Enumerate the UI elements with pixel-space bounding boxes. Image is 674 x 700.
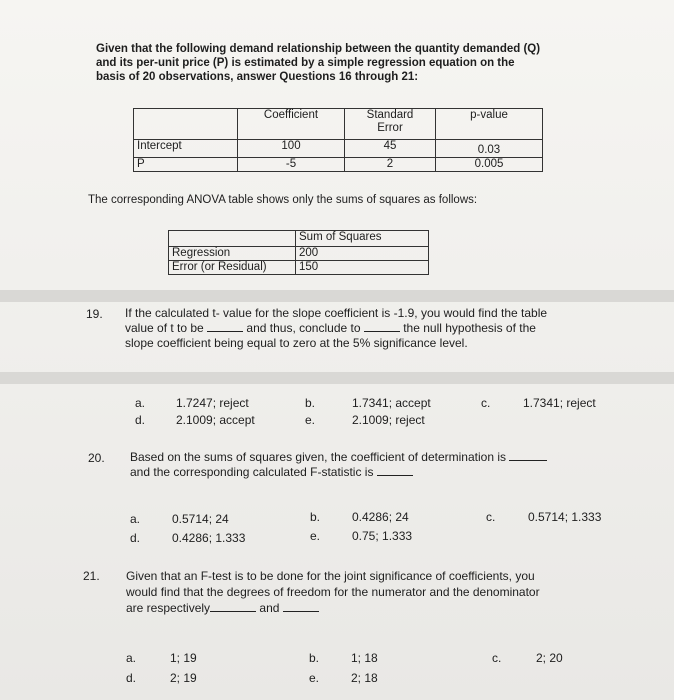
table-cell-label: Regression [169,247,296,261]
question-number: 21. [83,569,100,583]
question-line [125,321,635,336]
anova-caption: The corresponding ANOVA table shows only the sums of squares as follows: [88,194,478,206]
answer-blank [210,601,256,612]
question-text-segment: and the corresponding calculated F-statistic is [130,465,374,479]
table-cell [134,109,238,140]
question-21-text [126,568,656,616]
page-divider [0,372,674,384]
intro-line: basis of 20 observations, answer Questions 16 through 21: [96,71,419,83]
table-header-coefficient: Coefficient [238,109,345,140]
table-cell-coefficient: 100 [238,140,345,158]
option-text: 0.5714; 1.333 [528,510,602,524]
table-header-row [169,231,429,247]
option-letter: b. [309,651,320,665]
option-letter: c. [486,510,496,524]
question-text-segment: value of t to be [125,321,204,335]
intro-line: and its per-unit price (P) is estimated by a simple regression equation on the [96,57,515,69]
intro-paragraph [96,42,636,84]
page-divider [0,290,674,302]
table-header-sum-of-squares: Sum of Squares [296,231,429,247]
option-text: 0.4286; 1.333 [172,531,246,545]
option-letter: b. [305,396,316,410]
option-letter: d. [135,413,146,427]
question-20-text [130,450,640,480]
option-letter: c. [481,396,491,410]
question-line [130,465,640,480]
option-letter: d. [126,671,137,685]
table-cell-value: 200 [296,247,429,261]
table-cell-coefficient: -5 [238,158,345,172]
question-text-segment: the null hypothesis of the [403,321,536,335]
option-letter: e. [305,413,316,427]
option-letter: d. [130,531,141,545]
answer-blank [509,450,547,461]
option-text: 1.7341; reject [523,396,596,410]
anova-table [168,230,429,275]
option-text: 2; 20 [536,651,563,665]
table-row [134,140,543,158]
question-text-segment: and [259,601,280,615]
option-text: 0.75; 1.333 [352,529,413,543]
table-cell-label: Intercept [134,140,238,158]
option-letter: c. [492,651,502,665]
question-text-segment: and thus, conclude to [246,321,361,335]
question-number: 19. [86,307,103,321]
table-header-standard-error: Standard Error [345,109,436,140]
table-header-p-value: p-value [436,109,543,140]
option-text: 1; 19 [170,651,197,665]
question-line [126,600,656,616]
option-letter: e. [309,671,320,685]
question-text-segment: Based on the sums of squares given, the coefficient of determination is [130,450,506,464]
table-cell-p-value: 0.03 [436,140,543,158]
table-header-row [134,109,543,140]
table-row [169,247,429,261]
option-text: 2; 19 [170,671,197,685]
table-cell-value: 150 [296,261,429,275]
option-letter: b. [310,510,321,524]
question-line: would find that the degrees of freedom for the numerator and the denominator [126,585,540,599]
option-text: 2.1009; reject [352,413,425,427]
option-text: 2; 18 [351,671,378,685]
answer-blank [283,601,319,612]
table-row [134,158,543,172]
table-cell-standard-error: 45 [345,140,436,158]
question-19-text [125,306,635,351]
option-text: 1; 18 [351,651,378,665]
option-letter: a. [126,651,137,665]
answer-blank [364,321,400,332]
option-letter: a. [130,512,141,526]
question-line [130,450,640,465]
table-cell-standard-error: 2 [345,158,436,172]
option-text: 0.5714; 24 [172,512,229,526]
table-cell-p-value: 0.005 [436,158,543,172]
table-row [169,261,429,275]
answer-blank [207,321,243,332]
question-number: 20. [88,451,105,465]
option-letter: a. [135,396,146,410]
option-text: 1.7247; reject [176,396,249,410]
option-text: 0.4286; 24 [352,510,409,524]
question-line: If the calculated t- value for the slope coefficient is -1.9, you would find the table [125,306,548,320]
question-line: Given that an F-test is to be done for the joint significance of coefficients, you [126,569,535,583]
option-text: 2.1009; accept [176,413,255,427]
option-text: 1.7341; accept [352,396,431,410]
table-cell-label: Error (or Residual) [169,261,296,275]
question-text-segment: are respectively [126,601,211,615]
coefficient-table [133,108,543,172]
table-cell [169,231,296,247]
answer-blank [377,465,413,476]
intro-line: Given that the following demand relationship between the quantity demanded (Q) [96,43,541,55]
question-line: slope coefficient being equal to zero at the 5% significance level. [125,336,468,350]
table-cell-label: P [134,158,238,172]
option-letter: e. [310,529,321,543]
